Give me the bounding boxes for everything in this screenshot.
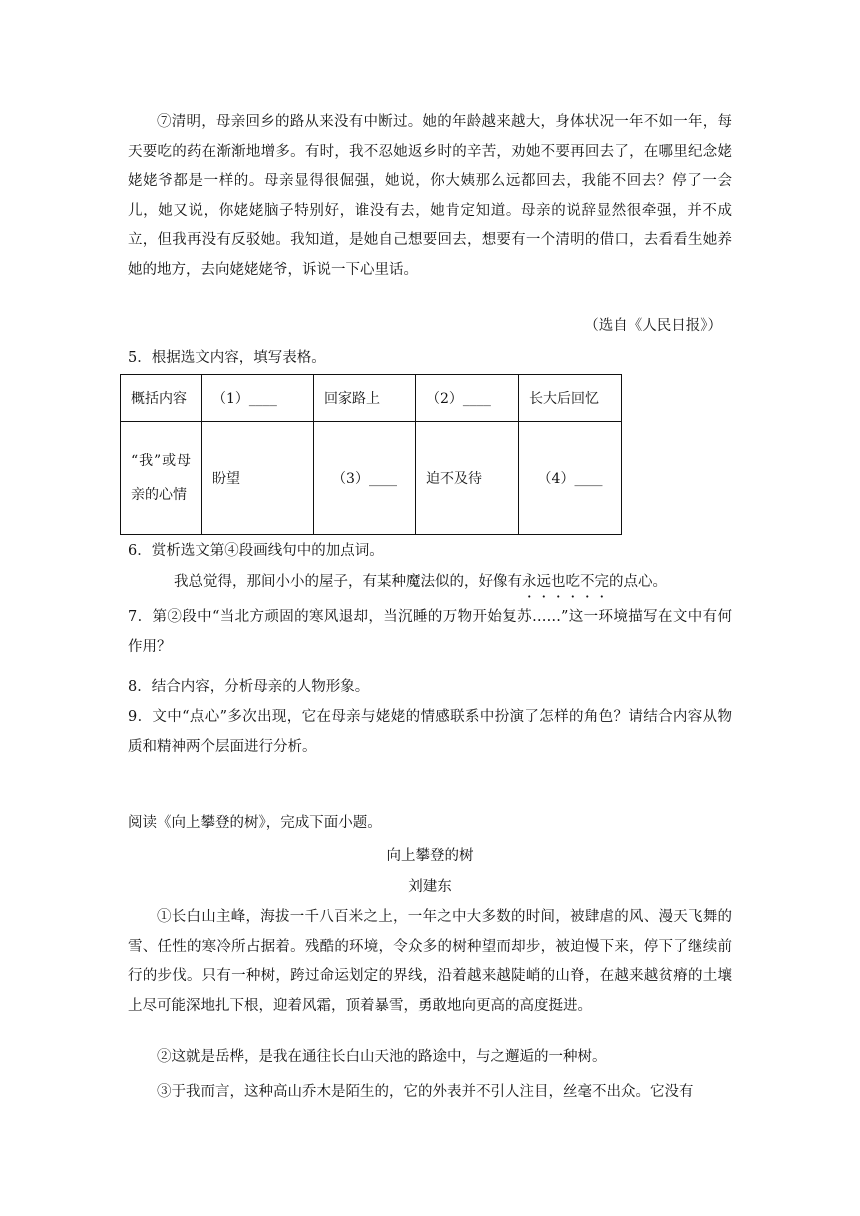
table-cell-blank-3[interactable]: （3） ____: [314, 422, 416, 535]
question-7: 7．第②段中“当北方顽固的寒风退却，当沉睡的万物开始复苏……”这一环境描写在文中有何作用？: [128, 609, 732, 655]
question-9: 9．文中“点心”多次出现，它在母亲与姥姥的情感联系中扮演了怎样的角色？请结合内容从物质和精神两个层面进行分析。: [128, 709, 732, 755]
table-cell: 概括内容: [121, 375, 202, 422]
table-cell-blank-1[interactable]: （1） ____: [202, 375, 314, 422]
question-6: 6．赏析选文第④段画线句中的加点词。: [128, 543, 384, 559]
question-8: 8．结合内容，分析母亲的人物形象。: [128, 679, 370, 695]
table-cell-blank-2[interactable]: （2） ____: [416, 375, 519, 422]
table-cell: 盼望: [202, 422, 314, 535]
paragraph-3: ③于我而言，这种高山乔木是陌生的，它的外表并不引人注目，丝毫不出众。它没有: [157, 1084, 694, 1100]
paragraph-2: ②这就是岳桦，是我在通往长白山天池的路途中，与之邂逅的一种树。: [157, 1049, 607, 1065]
table-cell: “我”或母亲的心情: [121, 422, 202, 535]
source-citation: （选自《人民日报》）: [584, 318, 722, 334]
dotted-sentence: 我总觉得，那间小小的屋子，有某种魔法似的，好像有永远也吃不完的点心。: [174, 574, 667, 590]
reading-intro: 阅读《向上攀登的树》，完成下面小题。: [128, 815, 382, 831]
article-author: 刘建东: [408, 879, 452, 895]
table-cell: 长大后回忆: [519, 375, 622, 422]
question-5: 5．根据选文内容，填写表格。: [128, 350, 326, 366]
table-row: [121, 375, 622, 422]
table-cell-blank-4[interactable]: （4） ____: [519, 422, 622, 535]
paragraph-1: ①长白山主峰，海拔一千八百米之上，一年之中大多数的时间，被肆虐的风、漫天飞舞的雪、任性的寒冷所占据着。残酷的环境，令众多的树种望而却步，被迫慢下来，停下了继续前行的步伐。只有一种树，跨过命运划定的界线，沿着越来越陡峭的山脊，在越来越贫瘠的土壤上尽可能深地扎下根，迎着风霜，顶着暴雪，勇敢地向更高的高度挺进。: [128, 909, 732, 1014]
table-cell: 迫不及待: [416, 422, 519, 535]
paragraph-7: ⑦清明，母亲回乡的路从来没有中断过。她的年龄越来越大，身体状况一年不如一年，每天要吃的药在渐渐地增多。有时，我不忍她返乡时的辛苦，劝她不要再回去了，在哪里纪念姥姥姥爷都是一样的。母亲显得很倔强，她说，你大姨那么远都回去，我能不回去？停了一会儿，她又说，你姥姥脑子特别好，谁没有去，她肯定知道。母亲的说辞显然很牵强，并不成立，但我再没有反驳她。我知道，是她自己想要回去，想要有一个清明的借口，去看看生她养她的地方，去向姥姥姥爷，诉说一下心里话。: [128, 114, 732, 278]
article-title: 向上攀登的树: [386, 848, 474, 864]
summary-table: [120, 374, 622, 535]
table-cell: 回家路上: [314, 375, 416, 422]
table-row: [121, 422, 622, 535]
